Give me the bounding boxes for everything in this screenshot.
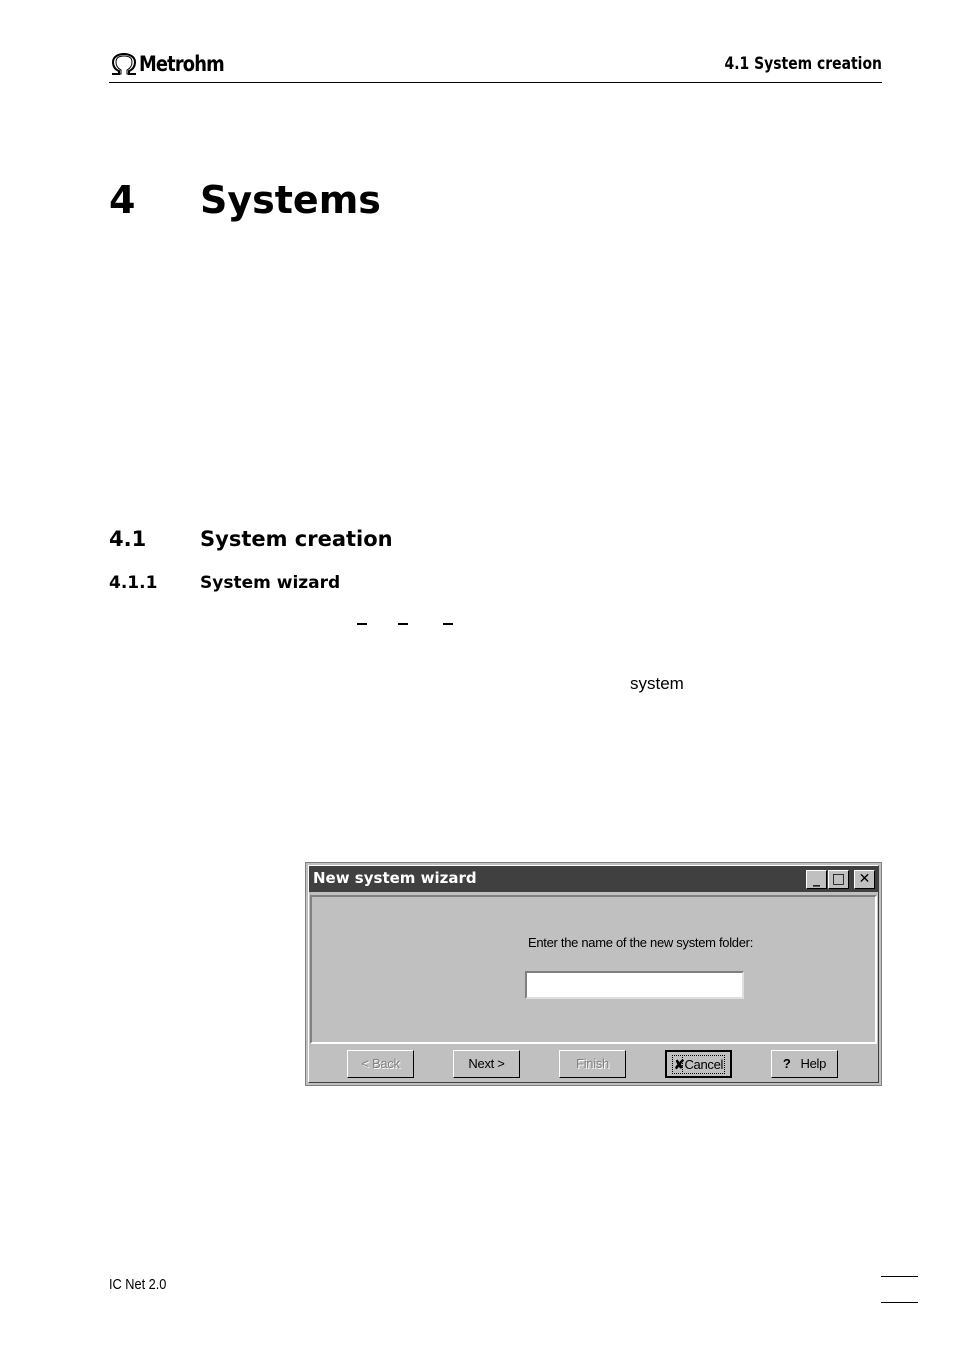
system-folder-name-input[interactable] [525,971,744,999]
finish-button-label: Finish [576,1056,609,1071]
new-system-wizard-dialog [305,862,882,1086]
omega-icon [109,52,139,76]
back-button-label: < Back [361,1056,400,1071]
cancel-button-content [674,1057,723,1072]
close-icon: ✕ [858,871,871,887]
logo-wordmark: Metrohm [139,52,224,76]
subsection-number: 4.1.1 [109,573,158,593]
mnemonic-underline [398,623,408,625]
folder-name-prompt: Enter the name of the new system folder: [528,935,754,950]
close-button[interactable] [854,870,875,889]
help-button-label: Help [800,1056,827,1071]
minimize-button[interactable] [806,870,827,889]
metrohm-logo [109,50,239,78]
chapter-title: Systems [200,178,381,222]
section-title: System creation [200,527,393,551]
cancel-button[interactable] [665,1050,732,1078]
next-button[interactable] [453,1050,520,1078]
footer-product: IC Net 2.0 [109,1276,167,1293]
help-icon: ? [782,1056,791,1071]
back-button[interactable] [347,1050,414,1078]
dialog-titlebar[interactable] [309,866,878,892]
cancel-x-icon: ✘ [673,1057,685,1072]
chapter-number: 4 [109,178,136,222]
subsection-title: System wizard [200,573,341,593]
help-button[interactable] [771,1050,838,1078]
minimize-icon: _ [813,871,820,887]
mnemonic-underline [357,623,367,625]
next-button-label: Next > [468,1056,505,1071]
section-number: 4.1 [109,527,147,551]
maximize-button[interactable] [828,870,849,889]
body-word-system: system [630,674,684,693]
mnemonic-underline [443,623,453,625]
header-rule [109,82,882,83]
footer-rule-top [881,1276,918,1277]
footer-rule-bottom [881,1302,918,1303]
dialog-title: New system wizard [313,869,477,887]
maximize-icon: □ [831,871,846,887]
finish-button[interactable] [559,1050,626,1078]
wizard-page [310,895,877,1044]
cancel-button-label: Cancel [684,1057,724,1072]
running-head: 4.1 System creation [724,54,882,74]
